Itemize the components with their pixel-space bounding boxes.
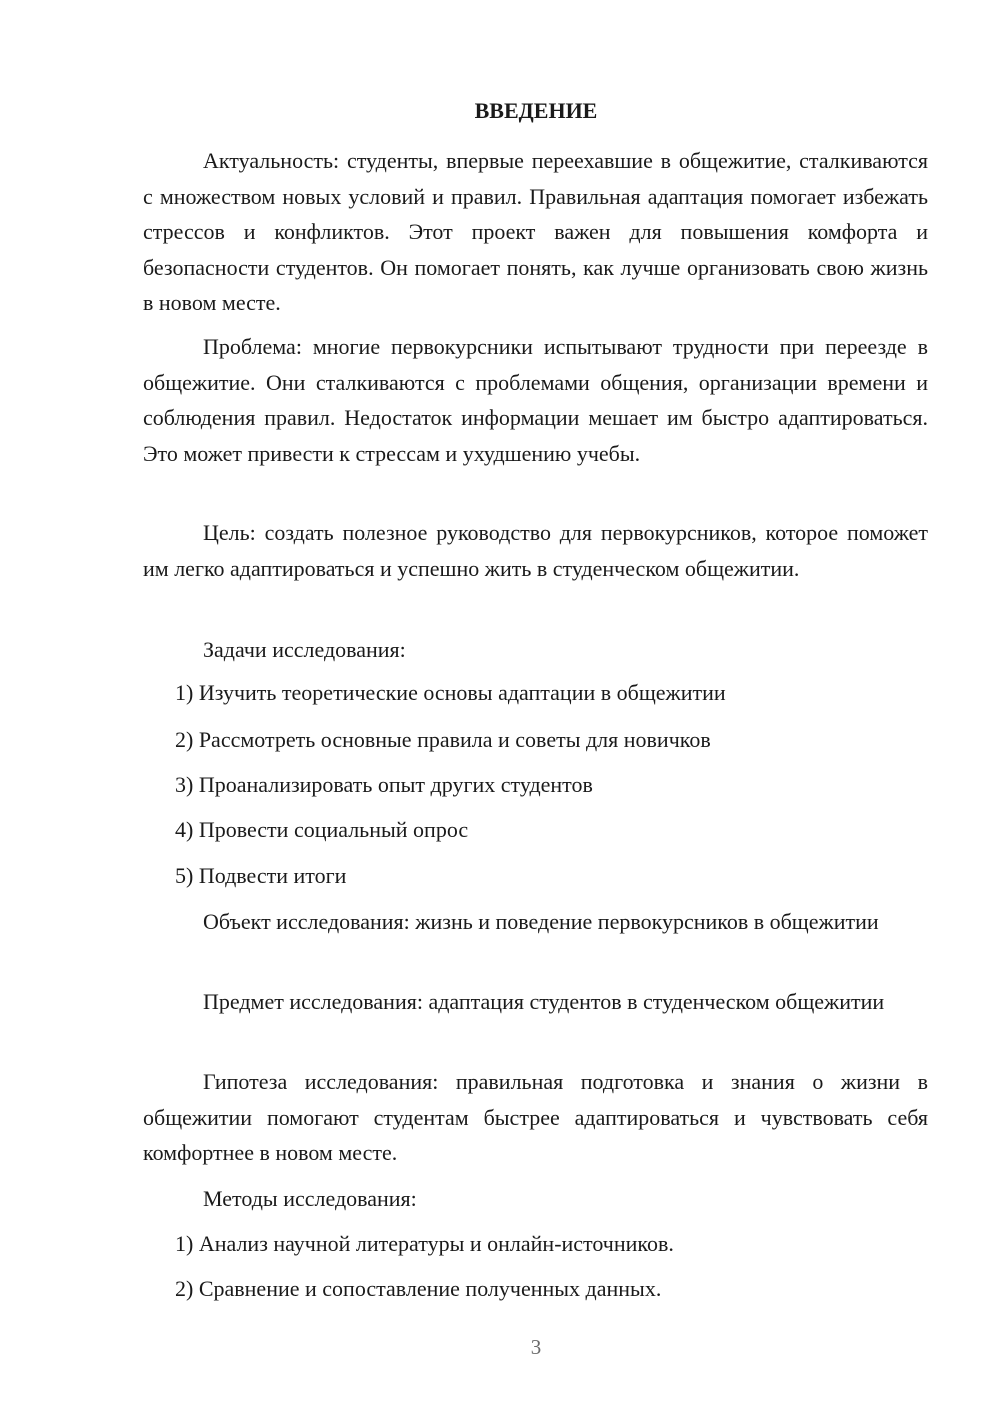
task-item-1: 1) Изучить теоретические основы адаптации в общежитии [175, 680, 726, 705]
relevance-paragraph: Актуальность: студенты, впервые переехавшие в общежитие, сталкиваются с множеством новых условий и правил. Правильная адаптация помогает избежать стрессов и конфликтов. Этот проект важен для повышения комфорта и безопасности студентов. Он помогает понять, как лучше организовать свою жизнь в новом месте. [143, 148, 928, 315]
task-item-5: 5) Подвести итоги [175, 863, 347, 888]
tasks-heading: Задачи исследования: [203, 637, 406, 662]
methods-heading: Методы исследования: [203, 1186, 417, 1211]
method-item-2: 2) Сравнение и сопоставление полученных данных. [175, 1276, 662, 1301]
task-item-2: 2) Рассмотреть основные правила и советы для новичков [175, 727, 711, 752]
task-item-4: 4) Провести социальный опрос [175, 817, 469, 842]
subject-paragraph: Предмет исследования: адаптация студентов в студенческом общежитии [203, 989, 885, 1014]
object-paragraph: Объект исследования: жизнь и поведение первокурсников в общежитии [203, 909, 879, 934]
page-number: 3 [530, 1335, 542, 1359]
method-item-1: 1) Анализ научной литературы и онлайн-источников. [175, 1231, 674, 1256]
hypothesis-paragraph: Гипотеза исследования: правильная подготовка и знания о жизни в общежитии помогают студентам быстрее адаптироваться и чувствовать себя комфортнее в новом месте. [143, 1069, 928, 1165]
problem-paragraph: Проблема: многие первокурсники испытывают трудности при переезде в общежитие. Они сталкиваются с проблемами общения, организации времени и соблюдения правил. Недостаток информации мешает им быстро адаптироваться. Это может привести к стрессам и ухудшению учебы. [143, 334, 928, 466]
goal-paragraph: Цель: создать полезное руководство для первокурсников, которое поможет им легко адаптироваться и успешно жить в студенческом общежитии. [143, 520, 928, 581]
section-title: ВВЕДЕНИЕ [474, 98, 598, 123]
task-item-3: 3) Проанализировать опыт других студентов [175, 772, 593, 797]
